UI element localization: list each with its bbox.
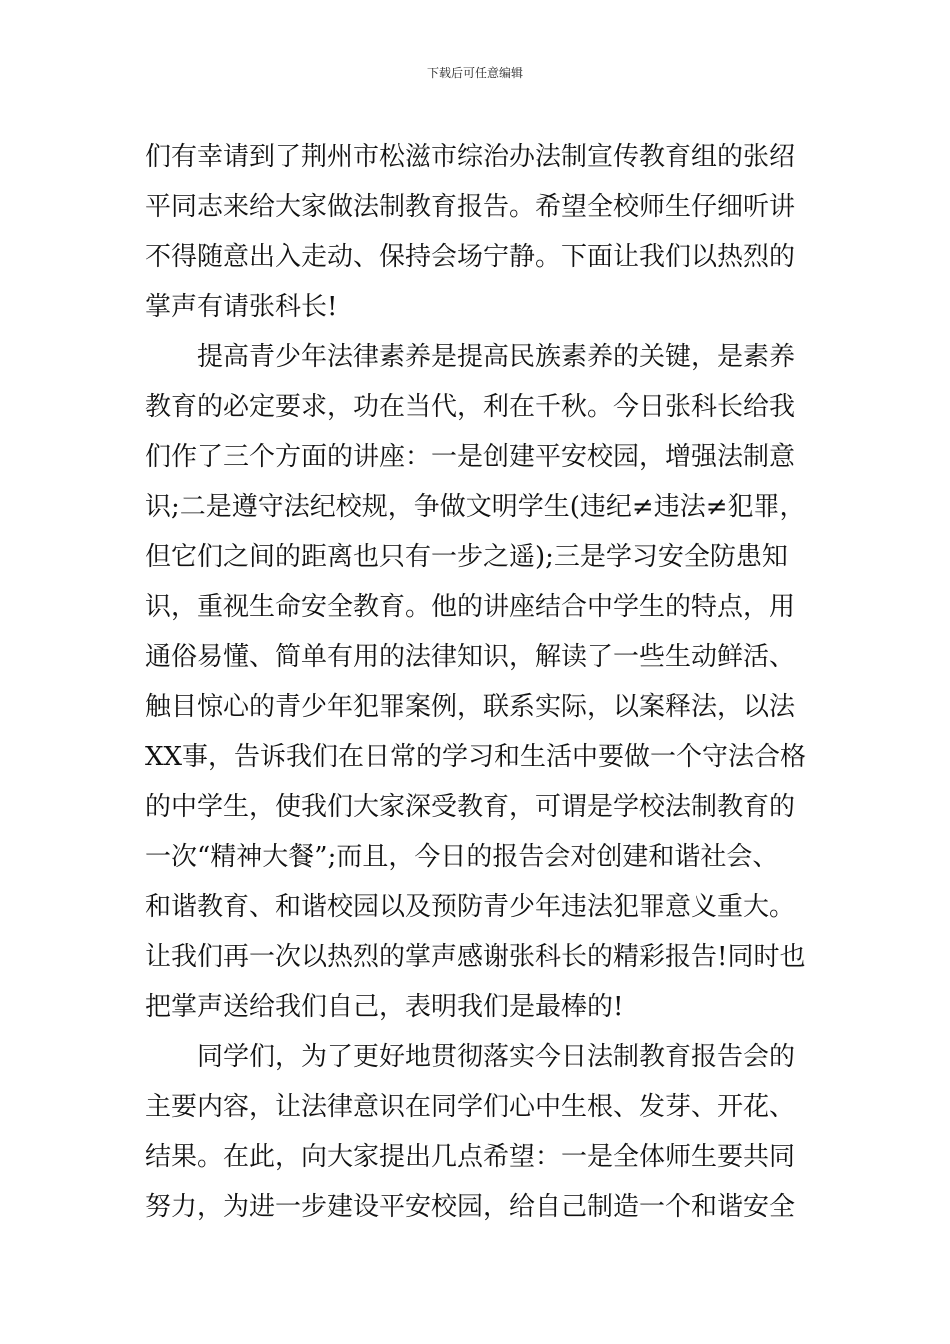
document-body: [145, 132, 815, 1232]
text-line: 主要内容，让法律意识在同学们心中生根、发芽、开花、: [145, 1092, 796, 1122]
text-line: 不得随意出入走动、保持会场宁静。下面让我们以热烈的: [145, 242, 796, 272]
text-line: 们作了三个方面的讲座：一是创建平安校园，增强法制意: [145, 442, 796, 472]
text-line: 触目惊心的青少年犯罪案例，联系实际，以案释法，以法: [145, 692, 796, 722]
paragraph-hopes: [145, 1032, 815, 1232]
text-line: 们有幸请到了荆州市松滋市综治办法制宣传教育组的张绍: [145, 142, 796, 172]
text-line: 让我们再一次以热烈的掌声感谢张科长的精彩报告!同时也: [145, 942, 806, 972]
paragraph-intro: [145, 132, 815, 332]
text-line: 把掌声送给我们自己，表明我们是最棒的!: [145, 992, 624, 1022]
text-line: 平同志来给大家做法制教育报告。希望全校师生仔细听讲: [145, 192, 796, 222]
text-line: 教育的必定要求，功在当代，利在千秋。今日张科长给我: [145, 392, 796, 422]
text-line: 提高青少年法律素养是提高民族素养的关键，是素养: [145, 342, 796, 372]
text-line: 和谐教育、和谐校园以及预防青少年违法犯罪意义重大。: [145, 892, 796, 922]
text-line: 通俗易懂、简单有用的法律知识，解读了一些生动鲜活、: [145, 642, 796, 672]
text-line: 的中学生，使我们大家深受教育，可谓是学校法制教育的: [145, 792, 796, 822]
text-line: 但它们之间的距离也只有一步之遥);三是学习安全防患知: [145, 542, 788, 572]
text-line: 同学们，为了更好地贯彻落实今日法制教育报告会的: [145, 1042, 796, 1072]
text-line: 一次“精神大餐”;而且，今日的报告会对创建和谐社会、: [145, 842, 779, 872]
paragraph-lecture-summary: [145, 332, 815, 1032]
text-line: 掌声有请张科长!: [145, 292, 338, 322]
text-line: 结果。在此，向大家提出几点希望：一是全体师生要共同: [145, 1142, 796, 1172]
text-line: XX事，告诉我们在日常的学习和生活中要做一个守法合格: [145, 742, 807, 772]
text-line: 努力，为进一步建设平安校园，给自己制造一个和谐安全: [145, 1192, 796, 1222]
text-line: 识，重视生命安全教育。他的讲座结合中学生的特点，用: [145, 592, 796, 622]
text-line: 识;二是遵守法纪校规，争做文明学生(违纪≠违法≠犯罪，: [145, 492, 806, 522]
page-header: 下载后可任意编辑: [426, 66, 523, 80]
